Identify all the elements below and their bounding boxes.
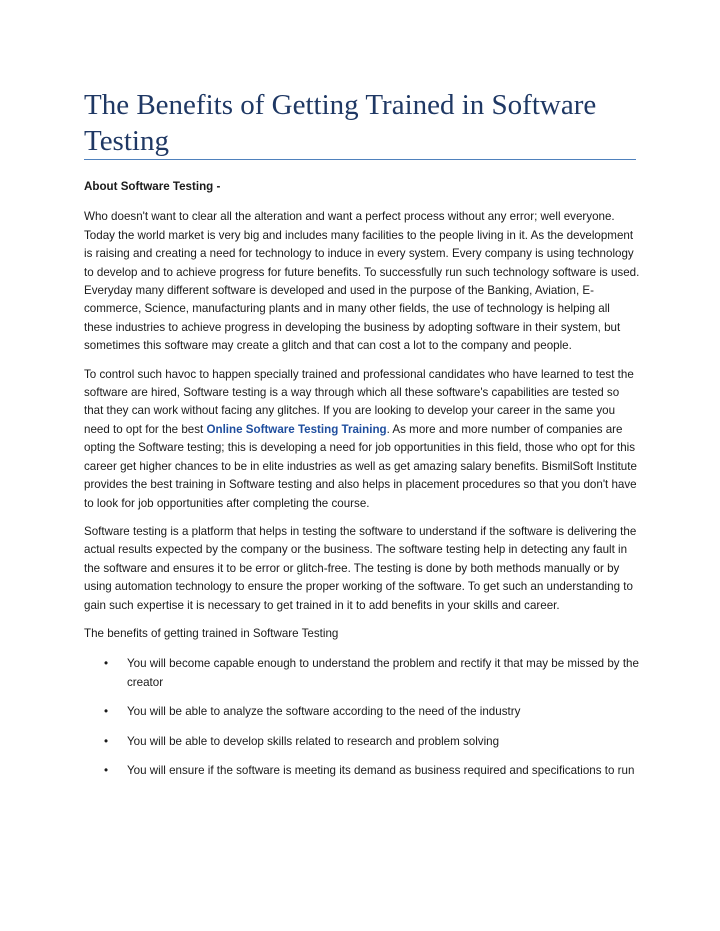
list-item-text: You will be able to analyze the software according to the need of the industry [127,705,521,719]
paragraph-training-text-before: To control such havoc to happen specially trained and professional candidates who have learned to test the software are hired, Software testing is a way through which all these software's capabilities are tested so that they can work without facing any glitches. If you are looking to develop your career in the same you need to opt for the best [84,367,634,436]
bullet-icon: • [104,763,109,777]
paragraph-training-text-after: . As more and more number of companies are opting the Software testing; this is developing a need for job opportunities in this field, those who opt for this career get higher chances to be in elite industries as well as get amazing salary benefits. BismilSoft Institute provides the best training in Software testing and also helps in placement procedures so that you don't have to look for job opportunities after completing the course. [84,422,637,510]
bullet-icon: • [104,734,109,748]
list-intro: The benefits of getting trained in Software Testing [84,626,339,640]
section-subheading: About Software Testing - [84,180,221,193]
list-item-text: You will be able to develop skills related to research and problem solving [127,734,500,748]
document-body [84,178,640,791]
document-title: The Benefits of Getting Trained in Software Testing [84,89,597,157]
online-software-testing-training-link[interactable]: Online Software Testing Training [206,422,387,436]
list-item [84,733,640,751]
benefits-list [84,655,640,780]
list-item [84,762,640,780]
bullet-icon: • [104,657,109,671]
paragraph-platform: Software testing is a platform that helps in testing the software to understand if the software is delivering the actual results expected by the company or the business. The software testing help in detecting any fault in the software and ensures it to be error or glitch-free. The testing is done by both methods manually or by using automation technology to ensure the proper working of the software. To get such an understanding to gain such expertise it is necessary to get trained in it to add benefits in your skills and career. [84,524,637,612]
list-item-text: You will become capable enough to understand the problem and rectify it that may be missed by the creator [127,657,639,689]
paragraph-intro: Who doesn't want to clear all the alteration and want a perfect process without any error; well everyone. Today the world market is very big and includes many facilities to the people living in it. As the development is raising and creating a need for technology to induce in every system. Every company is using technology to develop and to achieve progress for future benefits. To successfully run such technology software is used. Everyday many different software is developed and used in the purpose of the Banking, Aviation, E-commerce, Science, manufacturing plants and in many other fields, the use of technology is helping all these industries to achieve progress in developing the business by adopting software in their system, but sometimes this software may create a glitch and that can cost a lot to the company and people. [84,210,640,353]
paragraph-training [84,366,640,513]
list-item-text: You will ensure if the software is meeting its demand as business required and specifications to run [127,763,635,777]
title-divider [84,159,636,160]
bullet-icon: • [104,705,109,719]
list-item [84,703,640,721]
list-item [84,655,640,692]
